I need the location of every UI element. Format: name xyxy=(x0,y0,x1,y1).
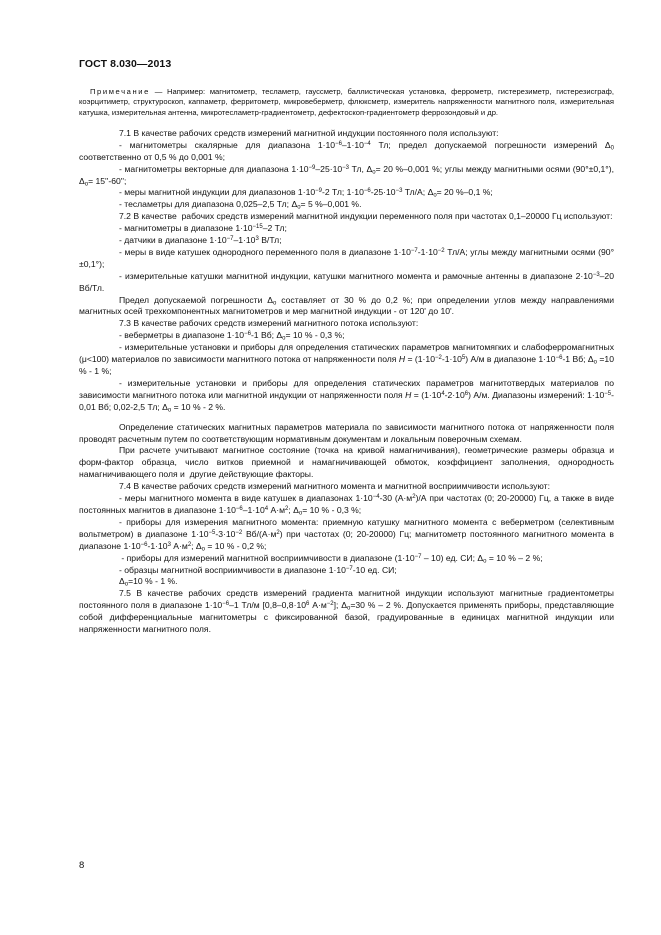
note-text: — Например: магнитометр, тесламетр, гауссметр, баллистическая установка, феррометр, гистерезиметр, гистерезисграф, коэрцитиметр, структуроскоп, каппаметр, ферритометр, микровеберметр, флюксметр, измеритель напряженности магнитного поля, измерительная катушка, измерительная антенна, микротесламетр-градиентометр, дефектоскоп-градиентометр феррозондовый и др. xyxy=(79,87,614,117)
body-paragraph: - меры в виде катушек однородного переменного поля в диапазоне $1\cdot 10^{-7}-1\cdot 10^{-2}$ Тл/А; углы между магнитными осями (90°±0,1°); xyxy=(79,246,615,269)
body-paragraph: Предел допускаемой погрешности $\Delta_о$ составляет от 30 % до 0,2 %; при определении углов между направлениями магнитных осей трехкомпонентных магнитометров и мер магнитной индукции - от 120' до 10'. xyxy=(79,294,614,317)
body-paragraph: - меры магнитного момента в виде катушек в диапазонах $1\cdot 10^{-4}-30$ $(А\cdot м^2)/А$ при частотах (0; 20-20000) Гц, а также в виде постоянных магнитов в диапазоне $1\cdot 10^{-6}-1\cdot 10^4$ $А\cdot м^2$; $\Delta_о= 10$ % - 0,3 %; xyxy=(79,493,614,517)
document-body xyxy=(79,87,614,636)
note-label: Примечание xyxy=(90,87,150,96)
body-paragraph: 7.2 В качестве рабочих средств измерений магнитной индукции переменного поля при частотах 0,1–20000 Гц используют: xyxy=(119,211,613,222)
body-paragraph: - магнитометры в диапазоне $1\cdot 10^{-15}-2$ Тл; xyxy=(119,223,287,234)
body-paragraph: - образцы магнитной восприимчивости в диапазоне $1\cdot 10^{-7}-10$ ед. СИ; xyxy=(119,564,397,575)
body-paragraph: 7.3 В качестве рабочих средств измерений магнитного потока используют: xyxy=(119,318,419,329)
body-paragraph: - измерительные установки и приборы для определения статических параметров магнитомягких и слабоферромагнитных (μ<100) материалов по зависимости магнитного потока от напряженности поля $H = (1\cdot 10^{-2}-1\cdot 10^5)$ А/м в диапазоне $1\cdot 10^{-6}-1$ Вб; $\Delta_о =10$ % - 1 %; xyxy=(79,342,614,377)
body-paragraph: 7.1 В качестве рабочих средств измерений магнитной индукции постоянного поля используют: xyxy=(119,127,499,138)
body-paragraph: При расчете учитывают магнитное состояние (точка на кривой намагничивания), геометрические размеры образца и форм-фактор образца, число витков приемной и намагничивающей обмоток, коэффициент заполнения, однородность намагничивающего поля и другие действующие факторы. xyxy=(79,445,614,480)
body-paragraph: - датчики в диапазоне $1\cdot 10^{-7}-1\cdot 10^3$ В/Тл; xyxy=(119,235,282,246)
body-paragraph: $\Delta_о=10$ % - 1 %. xyxy=(119,576,178,588)
body-paragraph: - измерительные катушки магнитной индукции, катушки магнитного момента и рамочные антенны в диапазоне $2\cdot 10^{-3}-20$ Вб/Тл. xyxy=(79,270,614,293)
body-paragraph: - тесламетры для диапазона 0,025–2,5 Тл; $\Delta_о= 5$ %–0,001 %. xyxy=(119,199,362,211)
body-paragraph: - магнитометры векторные для диапазона $1\cdot 10^{-9}-25\cdot 10^{-3}$ Тл, $\Delta_о= 20$ %–0,001 %; углы между магнитными осями (90°±0,1°), $\Delta_о= 15''-60''$; xyxy=(79,163,614,188)
paragraph-list xyxy=(79,128,614,636)
body-paragraph: - магнитометры скалярные для диапазона $1\cdot 10^{-6}-1\cdot 10^{-4}$ Тл; предел допускаемой погрешности измерений $\Delta_0$ соответственно от 0,5 % до 0,001 %; xyxy=(79,139,615,162)
body-paragraph: 7.5 В качестве рабочих средств измерений градиента магнитной индукции используют магнитные градиентометры постоянного поля в диапазоне $1\cdot 10^{-6}-1$ Тл/м [$0,8-0,8\cdot 10^6$ $А\cdot м^{-2}$]; $\Delta_о=30$ % – 2 %. Допускается применять приборы, представляющие собой дифференциальные магнитометры с фиксированной базой, градуированные в единицах магнитной индукции или напряженности магнитного поля. xyxy=(79,588,614,635)
document-header: ГОСТ 8.030—2013 xyxy=(79,58,172,70)
body-paragraph: Определение статических магнитных параметров материала по зависимости магнитного потока от напряженности поля проводят расчетным путем по соответствующим нормативным документам и локальным поверочным схемам. xyxy=(79,421,614,444)
body-paragraph: - приборы для измерений магнитной восприимчивости в диапазоне $(1\cdot 10^{-7} - 10)$ ед. СИ; $\Delta_о = 10$ % – 2 %; xyxy=(119,552,543,565)
note-paragraph xyxy=(79,87,614,118)
body-paragraph: 7.4 В качестве рабочих средств измерений магнитного момента и магнитной восприимчивости используют: xyxy=(119,481,551,492)
page-number: 8 xyxy=(79,860,85,871)
body-paragraph: - веберметры в диапазоне $1\cdot 10^{-6}-1$ Вб; $\Delta_о= 10$ % - 0,3 %; xyxy=(119,330,345,342)
body-paragraph: - измерительные установки и приборы для определения статических параметров магнитотвердых материалов по зависимости магнитного потока или магнитной индукции от напряженности поля $H = (1\cdot 10^4-2\cdot 10^6)$ А/м. Диапазоны измерений: $1\cdot 10^{-5}-0,01$ Вб; 0,02-2,5 Тл; $\Delta_о = 10$ % - 2 %. xyxy=(79,377,614,414)
body-paragraph: - приборы для измерения магнитного момента: приемную катушку магнитного момента с веберметром (селективным вольтметром) в диапазоне $1\cdot 10^{-5}-3\cdot 10^{-2}$ $Вб/(А\cdot м^2)$ при частотах (0; 20-20000) Гц; магнитометр постоянного магнитного момента в диапазоне $1\cdot 10^{-6}-1\cdot 10^3$ $А\cdot м^2$; $\Delta_о = 10$ % - 0,2 %; xyxy=(79,516,614,553)
body-paragraph: - меры магнитной индукции для диапазонов $1\cdot 10^{-9}-2$ Тл; $1\cdot 10^{-6}-25\cdot 10^{-3}$ Тл/А; $\Delta_о= 20$ %–0,1 %; xyxy=(119,187,493,199)
